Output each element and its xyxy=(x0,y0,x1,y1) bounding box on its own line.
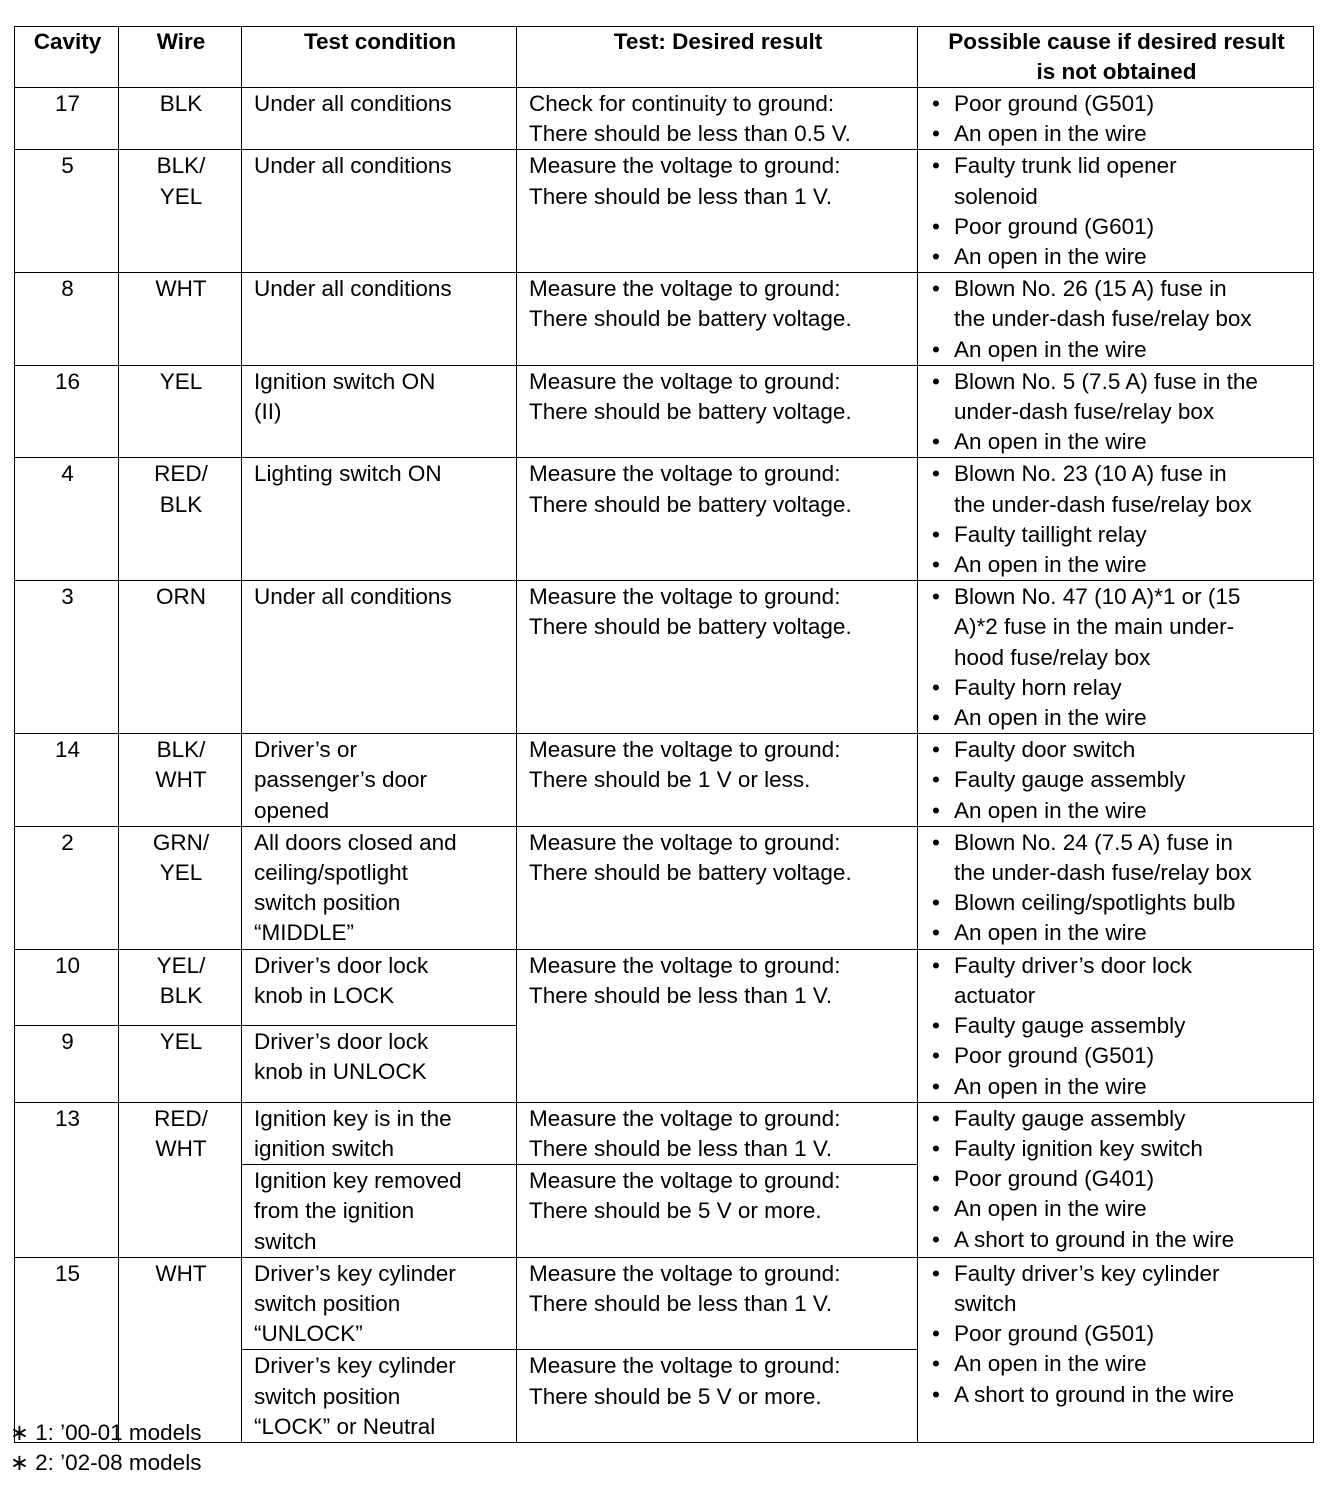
cause-list xyxy=(930,151,1303,272)
cause-item: • An open in the wire xyxy=(930,550,1303,580)
possible-causes-cell xyxy=(918,88,1314,150)
cause-item: • Faulty driver’s door lock actuator xyxy=(930,951,1303,1011)
header-test-condition: Test condition xyxy=(242,27,517,88)
cause-item: • Blown No. 5 (7.5 A) fuse in the under-dash fuse/relay box xyxy=(930,367,1303,427)
wire-cell: YEL xyxy=(119,1026,242,1103)
possible-causes-cell xyxy=(918,826,1314,949)
header-row xyxy=(15,27,1314,88)
desired-result-cell: Measure the voltage to ground: There should be 5 V or more. xyxy=(517,1165,918,1258)
possible-causes-cell xyxy=(918,581,1314,734)
wire-cell: BLK/ YEL xyxy=(119,150,242,273)
cavity-cell: 3 xyxy=(15,581,119,734)
cause-item: • Blown No. 24 (7.5 A) fuse in the under-dash fuse/relay box xyxy=(930,828,1303,888)
cause-item: • An open in the wire xyxy=(930,703,1303,733)
table-row xyxy=(15,273,1314,366)
cause-item: • Faulty gauge assembly xyxy=(930,765,1303,795)
cause-item: • Blown No. 23 (10 A) fuse in the under-dash fuse/relay box xyxy=(930,459,1303,519)
cause-item: • Faulty door switch xyxy=(930,735,1303,765)
cause-item: • Poor ground (G401) xyxy=(930,1164,1303,1194)
desired-result-cell: Measure the voltage to ground: There should be 1 V or less. xyxy=(517,734,918,827)
test-condition-cell: Lighting switch ON xyxy=(242,458,517,581)
desired-result-cell: Measure the voltage to ground: There should be battery voltage. xyxy=(517,365,918,458)
possible-causes-cell xyxy=(918,1257,1314,1442)
cause-list xyxy=(930,951,1303,1102)
desired-result-cell: Measure the voltage to ground: There should be less than 1 V. xyxy=(517,150,918,273)
wire-cell: BLK/ WHT xyxy=(119,734,242,827)
wire-cell: WHT xyxy=(119,273,242,366)
cause-list xyxy=(930,1259,1303,1410)
table-row xyxy=(15,581,1314,734)
wire-cell: GRN/ YEL xyxy=(119,826,242,949)
table-row xyxy=(15,826,1314,949)
cause-item: • Faulty gauge assembly xyxy=(930,1104,1303,1134)
cause-item: • Blown No. 47 (10 A)*1 or (15 A)*2 fuse in the main under- hood fuse/relay box xyxy=(930,582,1303,673)
cause-item: • Faulty driver’s key cylinder switch xyxy=(930,1259,1303,1319)
cause-item: • An open in the wire xyxy=(930,1349,1303,1379)
cause-item: • Blown ceiling/spotlights bulb xyxy=(930,888,1303,918)
cavity-cell: 10 xyxy=(15,949,119,1026)
cavity-cell: 4 xyxy=(15,458,119,581)
table-row xyxy=(15,1257,1314,1350)
test-condition-cell: Ignition switch ON (II) xyxy=(242,365,517,458)
desired-result-cell: Measure the voltage to ground: There should be less than 1 V. xyxy=(517,1257,918,1350)
cavity-cell: 9 xyxy=(15,1026,119,1103)
cause-item: • An open in the wire xyxy=(930,335,1303,365)
header-desired-result: Test: Desired result xyxy=(517,27,918,88)
cavity-cell: 16 xyxy=(15,365,119,458)
test-condition-cell: Under all conditions xyxy=(242,88,517,150)
wiring-test-table-container xyxy=(14,26,1314,1443)
desired-result-cell: Measure the voltage to ground: There should be less than 1 V. xyxy=(517,1102,918,1164)
desired-result-cell: Measure the voltage to ground: There should be battery voltage. xyxy=(517,458,918,581)
cause-item: • Blown No. 26 (15 A) fuse in the under-dash fuse/relay box xyxy=(930,274,1303,334)
wire-cell: YEL xyxy=(119,365,242,458)
footnote: ∗ 2: ’02-08 models xyxy=(10,1450,202,1475)
cavity-cell: 13 xyxy=(15,1102,119,1257)
test-condition-cell: All doors closed and ceiling/spotlight switch position “MIDDLE” xyxy=(242,826,517,949)
cavity-cell: 17 xyxy=(15,88,119,150)
cause-item: • An open in the wire xyxy=(930,242,1303,272)
cause-item: • Poor ground (G501) xyxy=(930,1319,1303,1349)
cavity-cell: 8 xyxy=(15,273,119,366)
cause-list xyxy=(930,459,1303,580)
cause-item: • Poor ground (G601) xyxy=(930,212,1303,242)
test-condition-cell: Under all conditions xyxy=(242,150,517,273)
table-row xyxy=(15,734,1314,827)
cause-item: • An open in the wire xyxy=(930,1072,1303,1102)
cause-item: • Poor ground (G501) xyxy=(930,89,1303,119)
test-condition-cell: Driver’s key cylinder switch position “UNLOCK” xyxy=(242,1257,517,1350)
cause-list xyxy=(930,274,1303,365)
desired-result-cell: Measure the voltage to ground: There should be battery voltage. xyxy=(517,273,918,366)
cause-list xyxy=(930,735,1303,826)
table-row xyxy=(15,150,1314,273)
cause-item: • Faulty gauge assembly xyxy=(930,1011,1303,1041)
table-row xyxy=(15,88,1314,150)
footnotes xyxy=(10,1418,201,1478)
cause-item: • An open in the wire xyxy=(930,796,1303,826)
wire-cell: ORN xyxy=(119,581,242,734)
test-condition-cell: Driver’s key cylinder switch position “LOCK” or Neutral xyxy=(242,1350,517,1443)
test-condition-cell: Under all conditions xyxy=(242,581,517,734)
test-condition-cell: Ignition key is in the ignition switch xyxy=(242,1102,517,1164)
test-condition-cell: Driver’s door lock knob in UNLOCK xyxy=(242,1026,517,1103)
wire-cell: YEL/ BLK xyxy=(119,949,242,1026)
cavity-cell: 14 xyxy=(15,734,119,827)
header-cavity: Cavity xyxy=(15,27,119,88)
cavity-cell: 2 xyxy=(15,826,119,949)
cause-list xyxy=(930,828,1303,949)
desired-result-cell: Measure the voltage to ground: There should be 5 V or more. xyxy=(517,1350,918,1443)
cause-list xyxy=(930,367,1303,458)
desired-result-cell: Measure the voltage to ground: There should be less than 1 V. xyxy=(517,949,918,1102)
wire-cell: RED/ WHT xyxy=(119,1102,242,1257)
test-condition-cell: Ignition key removed from the ignition switch xyxy=(242,1165,517,1258)
wire-cell: BLK xyxy=(119,88,242,150)
possible-causes-cell xyxy=(918,734,1314,827)
cause-list xyxy=(930,1104,1303,1255)
cause-item: • A short to ground in the wire xyxy=(930,1225,1303,1255)
footnote: ∗ 1: ’00-01 models xyxy=(10,1420,202,1445)
cause-item: • An open in the wire xyxy=(930,918,1303,948)
test-condition-cell: Under all conditions xyxy=(242,273,517,366)
cause-item: • Faulty ignition key switch xyxy=(930,1134,1303,1164)
test-condition-cell: Driver’s door lock knob in LOCK xyxy=(242,949,517,1026)
possible-causes-cell xyxy=(918,273,1314,366)
desired-result-cell: Measure the voltage to ground: There should be battery voltage. xyxy=(517,826,918,949)
table-row xyxy=(15,458,1314,581)
cavity-cell: 15 xyxy=(15,1257,119,1442)
cavity-cell: 5 xyxy=(15,150,119,273)
possible-causes-cell xyxy=(918,150,1314,273)
table-row xyxy=(15,1102,1314,1164)
cause-item: • A short to ground in the wire xyxy=(930,1380,1303,1410)
wire-cell: WHT xyxy=(119,1257,242,1442)
test-condition-cell: Driver’s or passenger’s door opened xyxy=(242,734,517,827)
header-possible-cause: Possible cause if desired result is not obtained xyxy=(918,27,1314,88)
cause-item: • An open in the wire xyxy=(930,1194,1303,1224)
desired-result-cell: Check for continuity to ground: There should be less than 0.5 V. xyxy=(517,88,918,150)
cause-item: • Faulty taillight relay xyxy=(930,520,1303,550)
wire-cell: RED/ BLK xyxy=(119,458,242,581)
cause-item: • Faulty horn relay xyxy=(930,673,1303,703)
possible-causes-cell xyxy=(918,365,1314,458)
cause-item: • Faulty trunk lid opener solenoid xyxy=(930,151,1303,211)
cause-item: • Poor ground (G501) xyxy=(930,1041,1303,1071)
desired-result-cell: Measure the voltage to ground: There should be battery voltage. xyxy=(517,581,918,734)
cause-item: • An open in the wire xyxy=(930,427,1303,457)
wiring-test-table xyxy=(14,26,1314,1443)
cause-list xyxy=(930,582,1303,733)
possible-causes-cell xyxy=(918,949,1314,1102)
possible-causes-cell xyxy=(918,458,1314,581)
possible-causes-cell xyxy=(918,1102,1314,1257)
cause-item: • An open in the wire xyxy=(930,119,1303,149)
header-wire: Wire xyxy=(119,27,242,88)
cause-list xyxy=(930,89,1303,149)
table-row xyxy=(15,365,1314,458)
table-row xyxy=(15,949,1314,1026)
